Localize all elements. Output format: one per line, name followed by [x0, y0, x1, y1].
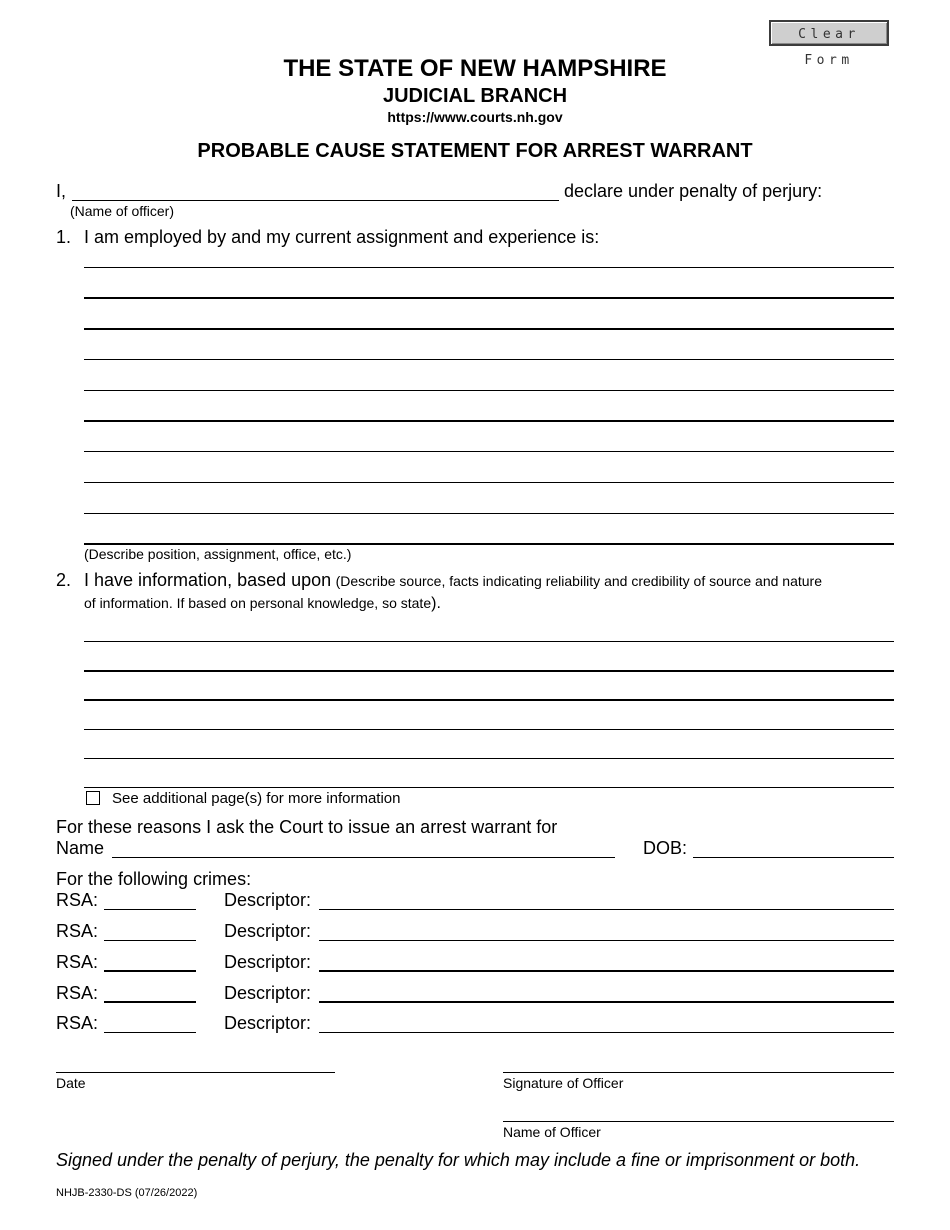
rsa-underline: [104, 970, 196, 972]
officer-name-field[interactable]: [72, 179, 559, 201]
rsa-label: RSA:: [56, 983, 99, 1003]
information-source-field[interactable]: [84, 622, 894, 788]
dob-label: DOB:: [643, 838, 688, 858]
section2-text-line2-body: of information. If based on personal knowledge, so state: [84, 595, 432, 611]
rsa-field[interactable]: [104, 1011, 196, 1033]
additional-pages-checkbox[interactable]: [86, 791, 100, 805]
perjury-note: Signed under the penalty of perjury, the penalty for which may include a fine or imprisonment or both.: [56, 1150, 861, 1170]
section2-text-small: (Describe source, facts indicating reliability and credibility of source and nature: [335, 573, 822, 589]
section2-text-end: ).: [431, 595, 441, 612]
descriptor-field[interactable]: [319, 1011, 894, 1033]
section1-line: [84, 451, 894, 452]
section2-text-lead: I have information, based upon: [84, 570, 332, 590]
dob-underline: [693, 857, 894, 858]
section1-line: [84, 390, 894, 391]
section1-line: [84, 513, 894, 514]
section2-line: [84, 729, 894, 730]
officer-name-underline: [72, 200, 559, 201]
defendant-name-field[interactable]: [112, 836, 615, 858]
rsa-label: RSA:: [56, 1013, 99, 1033]
date-field[interactable]: [56, 1050, 335, 1072]
defendant-name-underline: [112, 857, 615, 858]
section2-text-line2: [84, 595, 441, 613]
rsa-field[interactable]: [104, 919, 196, 941]
descriptor-underline: [319, 909, 894, 910]
date-underline: [56, 1072, 335, 1073]
section2-line: [84, 787, 894, 788]
descriptor-field[interactable]: [319, 981, 894, 1003]
descriptor-label: Descriptor:: [224, 983, 312, 1003]
branch-title: JUDICIAL BRANCH: [382, 85, 568, 107]
form-title: PROBABLE CAUSE STATEMENT FOR ARREST WARRANT: [197, 140, 753, 162]
section1-text: I am employed by and my current assignment and experience is:: [84, 227, 600, 247]
descriptor-underline: [319, 970, 894, 972]
date-label: Date: [56, 1075, 86, 1091]
section2-number: 2.: [56, 570, 72, 590]
section2-line: [84, 641, 894, 642]
assignment-experience-field[interactable]: [84, 250, 894, 545]
descriptor-label: Descriptor:: [224, 1013, 312, 1033]
descriptor-field[interactable]: [319, 919, 894, 941]
rsa-field[interactable]: [104, 950, 196, 972]
printed-name-label: Name of Officer: [503, 1124, 601, 1140]
rsa-label: RSA:: [56, 921, 99, 941]
descriptor-field[interactable]: [319, 888, 894, 910]
section2-text: [84, 570, 822, 591]
section2-line: [84, 758, 894, 759]
descriptor-label: Descriptor:: [224, 890, 312, 910]
section1-line: [84, 482, 894, 483]
section1-number: 1.: [56, 227, 72, 247]
section1-line: [84, 543, 894, 545]
declaration-prefix: I,: [56, 181, 67, 201]
crimes-heading: For the following crimes:: [56, 869, 252, 889]
rsa-underline: [104, 1032, 196, 1033]
signature-underline: [503, 1072, 894, 1073]
dob-field[interactable]: [693, 836, 894, 858]
rsa-label: RSA:: [56, 890, 99, 910]
section1-line: [84, 297, 894, 299]
clear-form-button[interactable]: Clear Form: [769, 20, 889, 46]
descriptor-label: Descriptor:: [224, 921, 312, 941]
officer-signature-field[interactable]: [503, 1050, 894, 1072]
officer-name-caption: (Name of officer): [70, 203, 174, 219]
section1-line: [84, 359, 894, 360]
rsa-label: RSA:: [56, 952, 99, 972]
descriptor-underline: [319, 1001, 894, 1003]
section1-line: [84, 267, 894, 268]
court-url: https://www.courts.nh.gov: [387, 109, 563, 125]
descriptor-label: Descriptor:: [224, 952, 312, 972]
descriptor-underline: [319, 1032, 894, 1033]
descriptor-underline: [319, 940, 894, 941]
section2-line: [84, 699, 894, 701]
form-number: NHJB-2330-DS (07/26/2022): [56, 1187, 198, 1199]
additional-pages-label: See additional page(s) for more information: [112, 790, 401, 807]
signature-label: Signature of Officer: [503, 1075, 624, 1091]
rsa-field[interactable]: [104, 888, 196, 910]
descriptor-field[interactable]: [319, 950, 894, 972]
rsa-underline: [104, 909, 196, 910]
rsa-field[interactable]: [104, 981, 196, 1003]
section1-line: [84, 420, 894, 422]
section1-caption: (Describe position, assignment, office, etc.): [84, 546, 352, 562]
printed-name-underline: [503, 1121, 894, 1122]
reasons-text: For these reasons I ask the Court to issue an arrest warrant for: [56, 817, 558, 837]
section2-line: [84, 670, 894, 672]
section1-line: [84, 328, 894, 330]
state-title: THE STATE OF NEW HAMPSHIRE: [283, 55, 667, 82]
rsa-underline: [104, 1001, 196, 1003]
defendant-name-label: Name: [56, 838, 105, 858]
rsa-underline: [104, 940, 196, 941]
declaration-suffix: declare under penalty of perjury:: [564, 181, 823, 201]
officer-printed-name-field[interactable]: [503, 1099, 894, 1121]
